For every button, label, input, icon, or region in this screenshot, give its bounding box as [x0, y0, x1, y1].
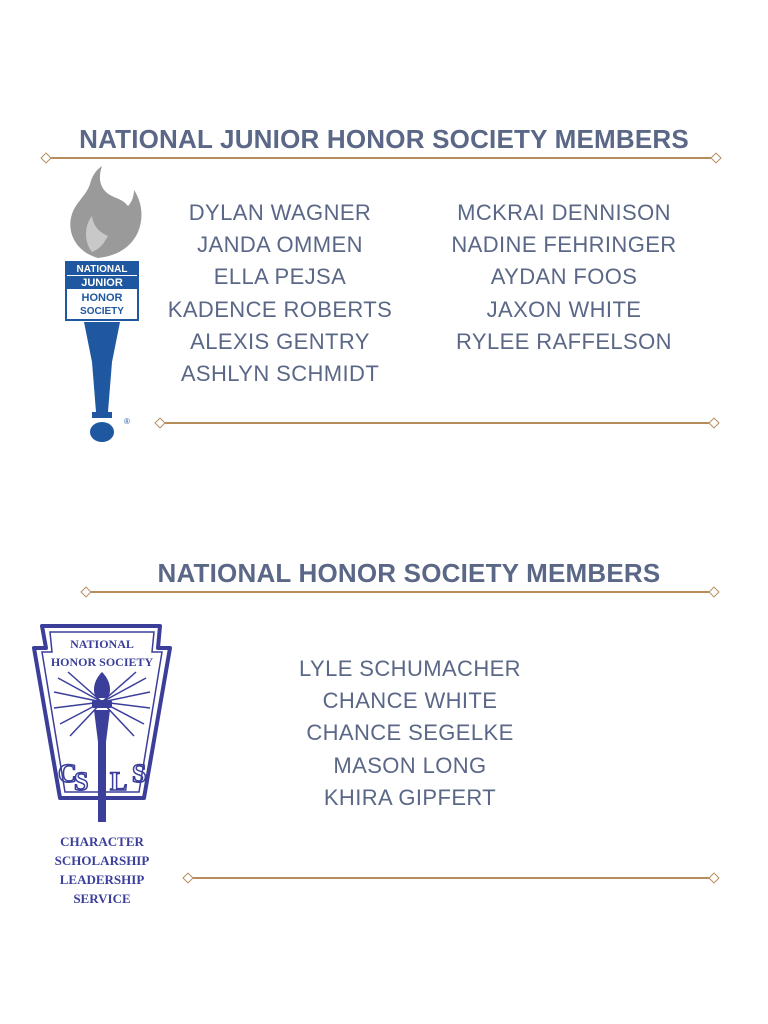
letter-c: C [58, 759, 77, 788]
letter-l: L [110, 767, 128, 796]
nhs-title: NATIONAL HONOR SOCIETY MEMBERS [157, 558, 661, 588]
member-name: MCKRAI DENNISON [457, 200, 671, 225]
pillar-text: SERVICE [73, 891, 131, 906]
member-name: ALEXIS GENTRY [190, 328, 370, 354]
pillar-text: LEADERSHIP [59, 872, 145, 887]
divider-rule [188, 877, 714, 879]
member-name: DYLAN WAGNER [188, 200, 372, 225]
member-name: JANDA OMMEN [197, 232, 363, 258]
logo-text: SOCIETY [80, 306, 124, 317]
member-name: MASON LONG [333, 752, 487, 778]
member-name: NADINE FEHRINGER [451, 232, 677, 258]
logo-text: NATIONAL [76, 264, 128, 275]
divider-rule [46, 157, 716, 159]
pillar-text: CHARACTER [60, 834, 144, 849]
member-name: CHANCE SEGELKE [306, 720, 514, 746]
member-name: KHIRA GIPFERT [323, 784, 497, 810]
member-name: LYLE SCHUMACHER [299, 656, 521, 681]
njhs-names-column-1 [160, 197, 400, 390]
logo-text: HONOR SOCIETY [50, 655, 154, 669]
member-name: JAXON WHITE [486, 296, 642, 322]
letter-s: S [74, 767, 89, 796]
torch-flame-icon [70, 166, 141, 258]
njhs-torch-logo [58, 162, 148, 447]
member-name: CHANCE WHITE [322, 688, 498, 714]
nhs-names-list [270, 653, 550, 814]
member-name: KADENCE ROBERTS [167, 296, 393, 322]
njhs-names-column-2 [444, 197, 684, 358]
logo-text: HONOR [81, 292, 123, 304]
logo-text: JUNIOR [81, 277, 123, 289]
divider-rule [160, 422, 714, 424]
member-name: AYDAN FOOS [490, 264, 638, 290]
nhs-keystone-logo [28, 622, 176, 912]
logo-text: NATIONAL [70, 637, 134, 651]
member-name: ASHLYN SCHMIDT [180, 361, 380, 387]
divider-rule [86, 591, 714, 593]
member-name: ELLA PEJSA [213, 264, 347, 290]
member-name: RYLEE RAFFELSON [456, 328, 672, 354]
registered-mark: ® [124, 417, 130, 426]
letter-s: S [132, 759, 147, 788]
pillar-text: SCHOLARSHIP [54, 853, 150, 868]
njhs-title: NATIONAL JUNIOR HONOR SOCIETY MEMBERS [79, 124, 689, 154]
